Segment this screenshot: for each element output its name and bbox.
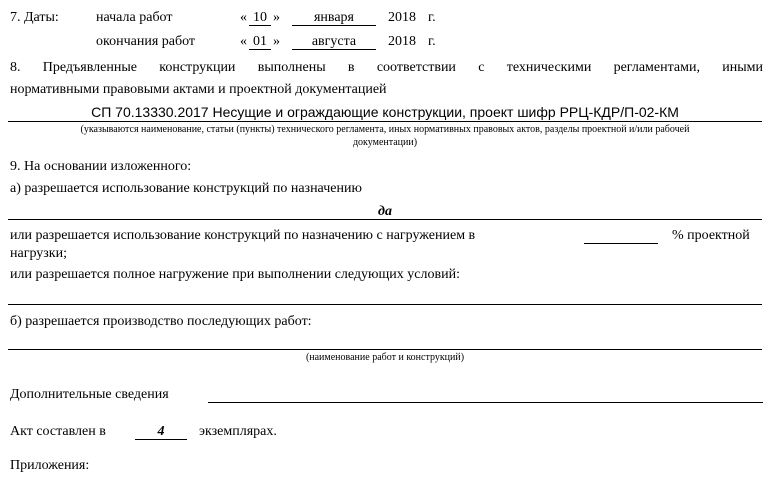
quote-open: « xyxy=(240,10,247,25)
end-date-label: окончания работ xyxy=(96,34,196,49)
start-month-underline xyxy=(292,25,376,26)
load-percent-label: % проектной xyxy=(672,228,750,243)
end-year-suffix: г. xyxy=(428,34,436,49)
section8-value: СП 70.13330.2017 Несущие и ограждающие конструкции, проект шифр РРЦ-КДР/П-02-КМ xyxy=(91,104,679,120)
quote-close: » xyxy=(273,10,280,25)
section9-b-label: б) разрешается производство последующих работ: xyxy=(10,314,312,329)
section9-title: 9. На основании изложенного: xyxy=(10,159,192,174)
load-percent-blank xyxy=(584,243,658,244)
act-count-underline xyxy=(135,439,187,440)
full-load-label: или разрешается полное нагружение при выполнении следующих условий: xyxy=(10,267,460,282)
section9-a-underline xyxy=(8,219,762,220)
load-line2: нагрузки; xyxy=(10,246,67,261)
load-line1: или разрешается использование конструкций по назначению с нагружением в xyxy=(10,228,476,243)
section9-a-value: да xyxy=(378,204,392,219)
end-day: 01 xyxy=(253,34,267,49)
end-month: августа xyxy=(311,34,357,49)
end-month-underline xyxy=(292,49,376,50)
quote-open: « xyxy=(240,34,247,49)
end-year: 2018 xyxy=(388,34,416,49)
section8-note-line1: (указываются наименование, статьи (пункты) технического регламента, иных нормативных правовых актов, разделы проектной и/или рабочей xyxy=(80,124,690,135)
section8-value-underline xyxy=(8,121,762,122)
section8-line1: 8. Предъявленные конструкции выполнены в соответствии с техническими регламентами, иными xyxy=(10,60,763,75)
start-day-underline xyxy=(249,25,271,26)
act-suffix: экземплярах. xyxy=(199,424,277,439)
quote-close: » xyxy=(273,34,280,49)
additional-label: Дополнительные сведения xyxy=(10,387,169,402)
act-count: 4 xyxy=(157,424,165,439)
end-day-underline xyxy=(249,49,271,50)
section8-note-line2: документации) xyxy=(352,137,418,148)
section9-a-label: а) разрешается использование конструкций по назначению xyxy=(10,181,362,196)
start-year: 2018 xyxy=(388,10,416,25)
start-year-suffix: г. xyxy=(428,10,436,25)
attachments-label: Приложения: xyxy=(10,458,90,473)
dates-label: 7. Даты: xyxy=(10,10,59,25)
section9-b-underline xyxy=(8,349,762,350)
section9-b-note: (наименование работ и конструкций) xyxy=(305,352,465,363)
act-prefix: Акт составлен в xyxy=(10,424,106,439)
start-day: 10 xyxy=(253,10,267,25)
additional-underline xyxy=(208,402,763,403)
full-load-underline xyxy=(8,304,762,305)
section8-line2: нормативными правовыми актами и проектной документацией xyxy=(10,82,387,97)
start-date-label: начала работ xyxy=(96,10,173,25)
start-month: января xyxy=(313,10,354,25)
